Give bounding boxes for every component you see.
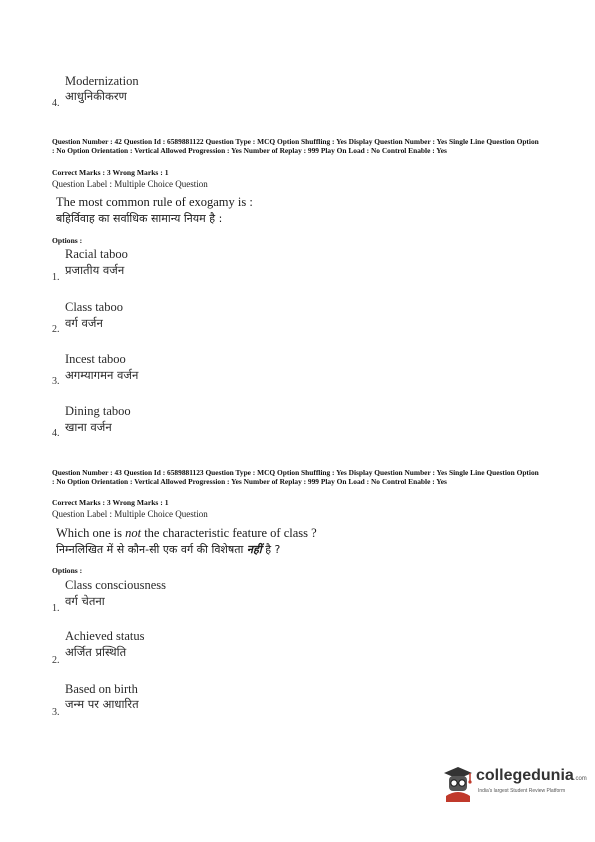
q43-option-1-en: Class consciousness: [65, 578, 167, 592]
q42-option-4-number: 4.: [52, 428, 60, 439]
q43-option-2-number: 2.: [52, 655, 60, 666]
logo-tagline: India's largest Student Review Platform: [478, 788, 566, 794]
prev-option-4-number: 4.: [52, 98, 60, 109]
q43-option-3-en: Based on birth: [65, 682, 138, 696]
logo-name: collegedunia: [476, 767, 574, 784]
q43-marks: Correct Marks : 3 Wrong Marks : 1: [52, 498, 169, 507]
q42-label: Question Label : Multiple Choice Question: [52, 179, 208, 189]
q42-option-3-hi: अगम्यागमन वर्जन: [65, 368, 139, 382]
q42-option-4-hi: खाना वर्जन: [65, 420, 112, 434]
prev-option-4-en: Modernization: [65, 74, 139, 88]
prev-option-4-hi: आधुनिकीकरण: [65, 89, 127, 103]
q42-option-1-hi: प्रजातीय वर्जन: [65, 263, 125, 277]
q43-options-heading: Options :: [52, 566, 83, 575]
q43-option-3-hi: जन्म पर आधारित: [65, 697, 139, 711]
q43-question-en: Which one is not the characteristic feature of class ?: [56, 526, 317, 540]
q42-options-heading: Options :: [52, 236, 83, 245]
q42-option-3-en: Incest taboo: [65, 352, 126, 366]
q42-meta: Question Number : 42 Question Id : 6589881122 Question Type : MCQ Option Shuffling : Yes Display Question Number : Yes Single Line Question Option : No Option Orientation : Vertical Allowed Progression : Yes Number of Replay : 999 Play On Load : No Control Enable : Yes: [52, 137, 539, 155]
q42-option-2-hi: वर्ग वर्जन: [65, 316, 103, 330]
q42-option-2-en: Class taboo: [65, 300, 123, 314]
q43-meta: Question Number : 43 Question Id : 6589881123 Question Type : MCQ Option Shuffling : Yes Display Question Number : Yes Single Line Question Option : No Option Orientation : Vertical Allowed Progression : Yes Number of Replay : 999 Play On Load : No Control Enable : Yes: [52, 468, 539, 486]
q43-option-2-en: Achieved status: [65, 629, 145, 643]
q42-question-en: The most common rule of exogamy is :: [56, 195, 253, 209]
q43-emphasis-en: not: [125, 526, 142, 540]
q42-marks: Correct Marks : 3 Wrong Marks : 1: [52, 168, 169, 177]
q42-option-1-number: 1.: [52, 272, 60, 283]
q43-emphasis-hi: नहीं: [246, 543, 262, 556]
q43-label: Question Label : Multiple Choice Question: [52, 509, 208, 519]
q43-option-2-hi: अर्जित प्रस्थिति: [65, 645, 127, 659]
q42-option-1-en: Racial taboo: [65, 247, 128, 261]
q42-option-4-en: Dining taboo: [65, 404, 131, 418]
q42-question-hi: बहिर्विवाह का सर्वाधिक सामान्य नियम है :: [56, 212, 223, 225]
mascot-icon: [440, 764, 474, 804]
q43-option-1-number: 1.: [52, 603, 60, 614]
q43-option-3-number: 3.: [52, 707, 60, 718]
collegedunia-logo: [440, 762, 587, 808]
q43-option-1-hi: वर्ग चेतना: [65, 594, 105, 608]
q42-option-3-number: 3.: [52, 376, 60, 387]
q42-option-2-number: 2.: [52, 324, 60, 335]
q43-question-hi: निम्नलिखित में से कौन-सी एक वर्ग की विशेषता नहीं है ?: [56, 543, 281, 556]
logo-suffix: .com: [573, 776, 587, 782]
